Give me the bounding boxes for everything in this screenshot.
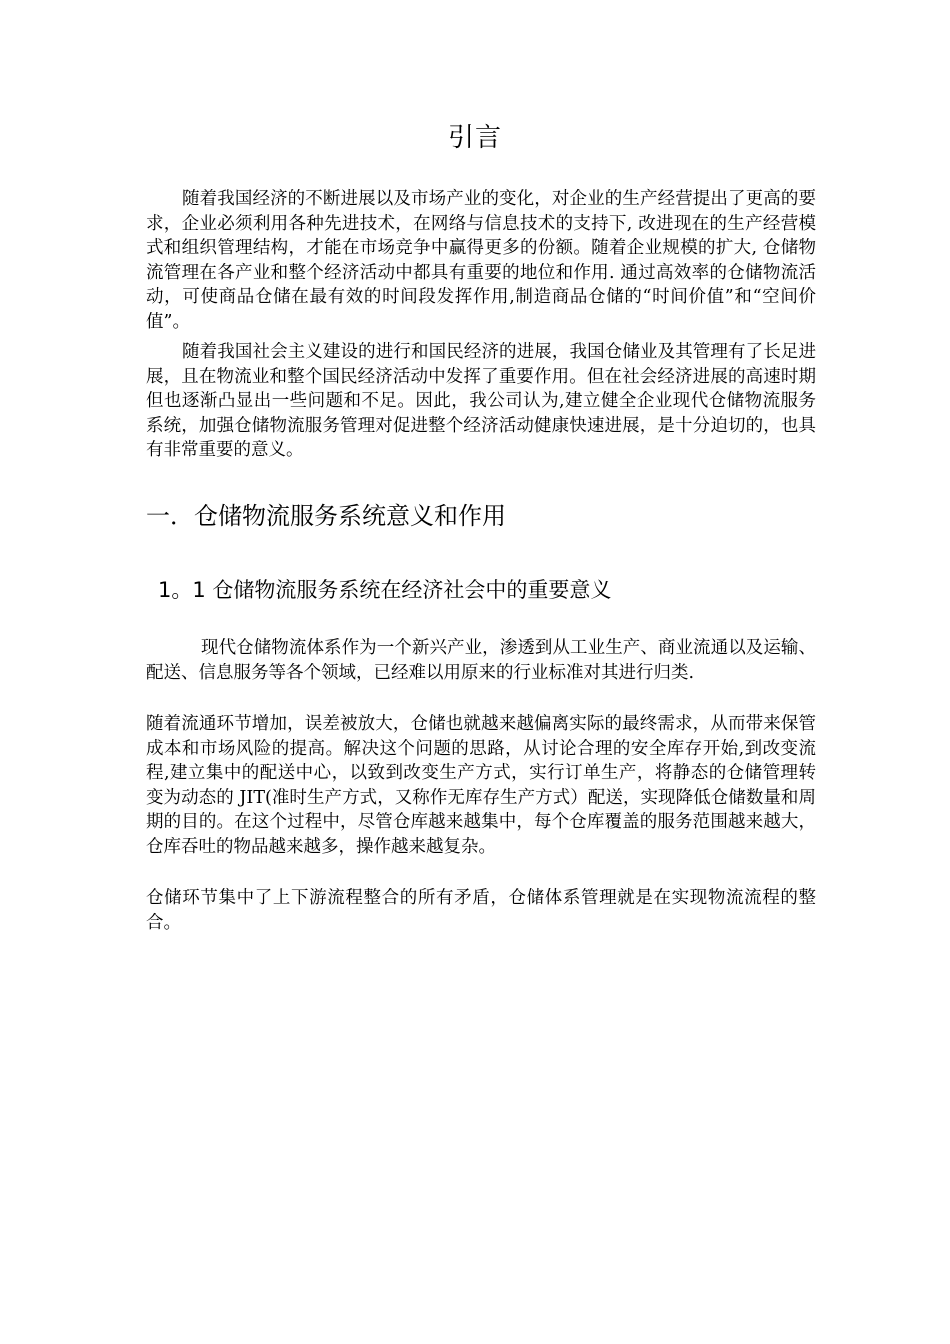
document-title: 引言 bbox=[447, 123, 502, 153]
section-heading: 一．仓储物流服务系统意义和作用 bbox=[146, 502, 506, 530]
subsection-heading: 1。1 仓储物流服务系统在经济社会中的重要意义 bbox=[158, 578, 612, 602]
subsection-paragraph-1: 现代仓储物流体系作为一个新兴产业，渗透到从工业生产、商业流通以及运输、配送、信息服务等各个领域，已经难以用原来的行业标准对其进行归类. bbox=[146, 638, 816, 683]
intro-paragraph-1: 随着我国经济的不断进展以及市场产业的变化，对企业的生产经营提出了更高的要求，企业必须利用各种先进技术，在网络与信息技术的支持下, 改进现在的生产经营模式和组织管理结构，才能在市场竞争中赢得更多的份额。随着企业规模的扩大, 仓储物流管理在各产业和整个经济活动中都具有重要的地位和作用. 通过高效率的仓储物流活动，可使商品仓储在最有效的时间段发挥作用,制造商品仓储的“时间价值”和“空间价值”。 bbox=[146, 189, 816, 332]
subsection-paragraph-3: 仓储环节集中了上下游流程整合的所有矛盾，仓储体系管理就是在实现物流流程的整合。 bbox=[146, 888, 816, 933]
subsection-paragraph-2: 随着流通环节增加，误差被放大，仓储也就越来越偏离实际的最终需求，从而带来保管成本和市场风险的提高。解决这个问题的思路，从讨论合理的安全库存开始,到改变流程,建立集中的配送中心，以致到改变生产方式，实行订单生产，将静态的仓储管理转变为动态的 JIT(准时生产方式，又称作无库存生产方式）配送，实现降低仓储数量和周期的目的。在这个过程中，尽管仓库越来越集中，每个仓库覆盖的服务范围越来越大，仓库吞吐的物品越来越多，操作越来越复杂。 bbox=[146, 714, 816, 857]
intro-paragraph-2: 随着我国社会主义建设的进行和国民经济的进展，我国仓储业及其管理有了长足进展，且在物流业和整个国民经济活动中发挥了重要作用。但在社会经济进展的高速时期但也逐渐凸显出一些问题和不足。因此，我公司认为,建立健全企业现代仓储物流服务系统，加强仓储物流服务管理对促进整个经济活动健康快速进展，是十分迫切的，也具有非常重要的意义。 bbox=[146, 342, 816, 460]
